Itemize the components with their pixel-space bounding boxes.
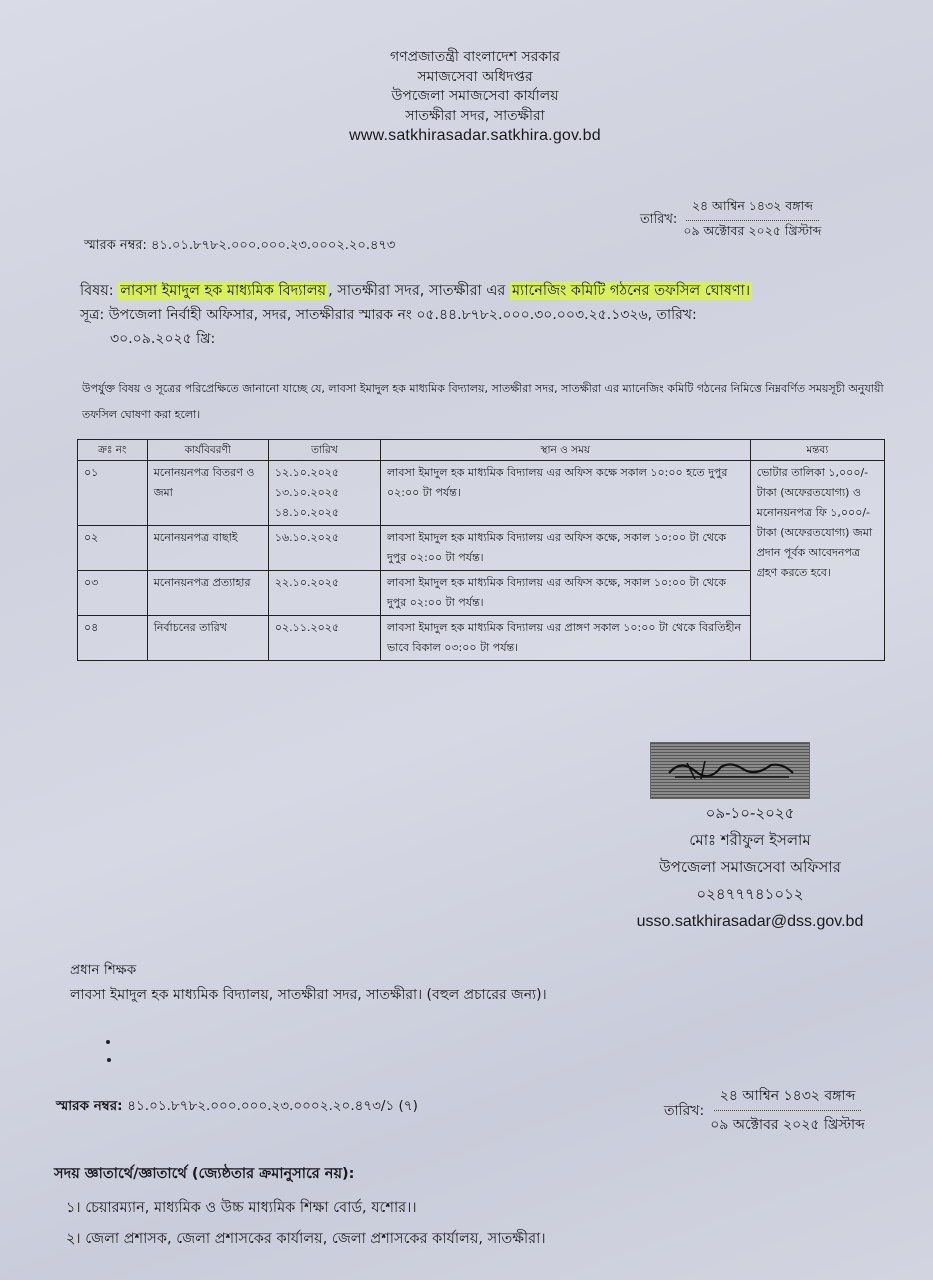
date-block-copy (664, 1084, 865, 1137)
memo2-label: স্মারক নম্বর: (56, 1098, 123, 1114)
cell-place-time: লাবসা ইমাদুল হক মাধ্যমিক বিদ্যালয় এর অফিস কক্ষে, সকাল ১০:০০ টা থেকে দুপুর ০২:০০ টা পর্যন্ত। (380, 571, 750, 616)
signature-date: ০৯-১০-২০২৫ (705, 804, 795, 822)
signatory-phone: ০২৪৭৭৭৪১০১২ (696, 885, 804, 903)
memo2-value: ৪১.০১.৮৭৮২.০০০.০০০.২৩.০০০২.২০.৪৭৩/১ (৭) (127, 1098, 418, 1114)
subject-highlight-school: লাবসা ইমাদুল হক মাধ্যমিক বিদ্যালয় (120, 283, 327, 299)
subject-highlight-committee: ম্যানেজিং কমিটি গঠনের তফসিল ঘোষণা। (511, 283, 751, 299)
paper-speck (106, 1040, 110, 1044)
table-header-row (78, 440, 885, 461)
cell-activity: মনোনয়নপত্র বাছাই (147, 526, 268, 571)
memo-number-copy (56, 1095, 418, 1118)
schedule-table (77, 439, 885, 661)
cell-dates: ১৬.১০.২০২৫ (268, 526, 380, 571)
signatory-name: মোঃ শরীফুল ইসলাম (689, 831, 811, 849)
memo-label: স্মারক নম্বর: (84, 238, 147, 253)
reference-date: ৩০.০৯.২০২৫ খ্রি: (110, 331, 216, 347)
subject-middle: , সাতক্ষীরা সদর, সাতক্ষীরা এর (328, 283, 510, 299)
copies-item: ১। চেয়ারম্যান, মাধ্যমিক ও উচ্চ মাধ্যমিক শিক্ষা বোর্ড, যশোর।। (66, 1200, 417, 1216)
reference-text: উপজেলা নির্বাহী অফিসার, সদর, সাতক্ষীরার স্মারক নং ০৫.৪৪.৮৭৮২.০০০.৩০.০০৩.২৫.১৩২৬, তারিখ: (108, 307, 697, 323)
recipient-title: প্রধান শিক্ষক (70, 962, 137, 978)
cell-date: ১৩.১০.২০২৫ (274, 486, 340, 499)
header-date: তারিখ (268, 440, 380, 461)
signatory-email[interactable]: usso.satkhirasadar@dss.gov.bd (636, 913, 864, 930)
cell-date: ১৪.১০.২০২৫ (274, 506, 340, 519)
subject-line (80, 280, 870, 304)
reference (80, 303, 870, 351)
cell-dates: ২২.১০.২০২৫ (268, 571, 380, 616)
cell-dates (268, 461, 380, 526)
signature-block (590, 800, 910, 935)
header-remarks: মন্তব্য (750, 440, 884, 461)
reference-label: সূত্র: (80, 307, 105, 323)
date2-english: ০৯ অক্টোবর ২০২৫ খ্রিস্টাব্দ (710, 1117, 865, 1133)
cell-place-time: লাবসা ইমাদুল হক মাধ্যমিক বিদ্যালয় এর প্রাঙ্গণ সকাল ১০:০০ টা থেকে বিরতিহীন ভাবে বিকাল ০৩:০০ টা পর্যন্ত। (380, 616, 750, 661)
signature-image (650, 742, 810, 799)
cell-place-time: লাবসা ইমাদুল হক মাধ্যমিক বিদ্যালয় এর অফিস কক্ষে, সকাল ১০:০০ টা থেকে দুপুর ০২:০০ টা পর্যন্ত। (380, 526, 750, 571)
cell-serial: ০১ (78, 461, 148, 526)
cell-place-time: লাবসা ইমাদুল হক মাধ্যমিক বিদ্যালয় এর অফিস কক্ষে সকাল ১০:০০ হতে দুপুর ০২:০০ টা পর্যন্ত। (380, 461, 750, 526)
date2-bangla: ২৪ আশ্বিন ১৪৩২ বঙ্গাব্দ (714, 1084, 862, 1111)
copies-heading: সদয় জ্ঞাতার্থে/জ্ঞাতার্থে (জ্যেষ্ঠতার ক্রমানুসারে নয়): (54, 1166, 355, 1182)
paper-speck (107, 1058, 111, 1062)
recipient-block (70, 960, 547, 1010)
header-serial: ক্রঃ নং (78, 440, 148, 461)
cell-date: ১২.১০.২০২৫ (274, 466, 340, 479)
copies-list (66, 1193, 546, 1255)
signatory-designation: উপজেলা সমাজসেবা অফিসার (659, 858, 841, 876)
letterhead-website[interactable]: www.satkhirasadar.satkhira.gov.bd (349, 127, 601, 144)
cell-activity: মনোনয়নপত্র বিতরণ ও জমা (147, 461, 268, 526)
copies-item: ২। জেলা প্রশাসক, জেলা প্রশাসকের কার্যালয়, জেলা প্রশাসকের কার্যালয়, সাতক্ষীরা। (66, 1231, 546, 1247)
letterhead-line-office: উপজেলা সমাজসেবা কার্যালয় (391, 88, 559, 104)
letterhead-line-dept: সমাজসেবা অধিদপ্তর (417, 68, 533, 85)
date-english: ০৯ অক্টোবর ২০২৫ খ্রিস্টাব্দ (683, 223, 822, 238)
date2-label: তারিখ: (664, 1102, 705, 1119)
date-block (640, 198, 821, 243)
cell-serial: ০৩ (78, 571, 148, 616)
cell-serial: ০৪ (78, 616, 148, 661)
cell-activity: নির্বাচনের তারিখ (147, 616, 268, 661)
body-paragraph: উপর্যুক্ত বিষয় ও সূত্রের পরিপ্রেক্ষিতে জানানো যাচ্ছে যে, লাবসা ইমাদুল হক মাধ্যমিক বিদ্যালয়, সাতক্ষীরা সদর, সাতক্ষীরা এর ম্যানেজিং কমিটি গঠনের নিমিত্তে নিম্নবর্ণিত সময়সূচী অনুযায়ী তফসিল ঘোষণা করা হলো। (82, 382, 884, 421)
cell-activity: মনোনয়নপত্র প্রত্যাহার (147, 571, 268, 616)
cell-dates: ০২.১১.২০২৫ (268, 616, 380, 661)
subject-label: বিষয়: (80, 283, 114, 299)
recipient-address: লাবসা ইমাদুল হক মাধ্যমিক বিদ্যালয়, সাতক্ষীরা সদর, সাতক্ষীরা। (বহুল প্রচারের জন্য)। (70, 987, 547, 1003)
date-bangla: ২৪ আশ্বিন ১৪৩২ বঙ্গাব্দ (686, 198, 819, 221)
letterhead-line-govt: গণপ্রজাতন্ত্রী বাংলাদেশ সরকার (390, 49, 560, 65)
memo-value: ৪১.০১.৮৭৮২.০০০.০০০.২৩.০০০২.২০.৪৭৩ (151, 238, 396, 253)
date-label: তারিখ: (640, 212, 678, 227)
header-activity: কার্যবিবরণী (147, 440, 268, 461)
cell-remarks: ভোটার তালিকা ১,০০০/- টাকা (অফেরতযোগ্য) ও মনোনয়নপত্র ফি ১,০০০/- টাকা (অফেরতযোগ্য) জমা প্রদান পূর্বক আবেদনপত্র গ্রহণ করতে হবে। (750, 461, 884, 661)
memo-number (84, 236, 395, 257)
letterhead (300, 48, 650, 146)
signature-scribble-icon (661, 749, 801, 791)
cell-serial: ০২ (78, 526, 148, 571)
letterhead-line-location: সাতক্ষীরা সদর, সাতক্ষীরা (405, 107, 545, 124)
table-row (78, 461, 885, 526)
header-place-time: স্থান ও সময় (380, 440, 750, 461)
